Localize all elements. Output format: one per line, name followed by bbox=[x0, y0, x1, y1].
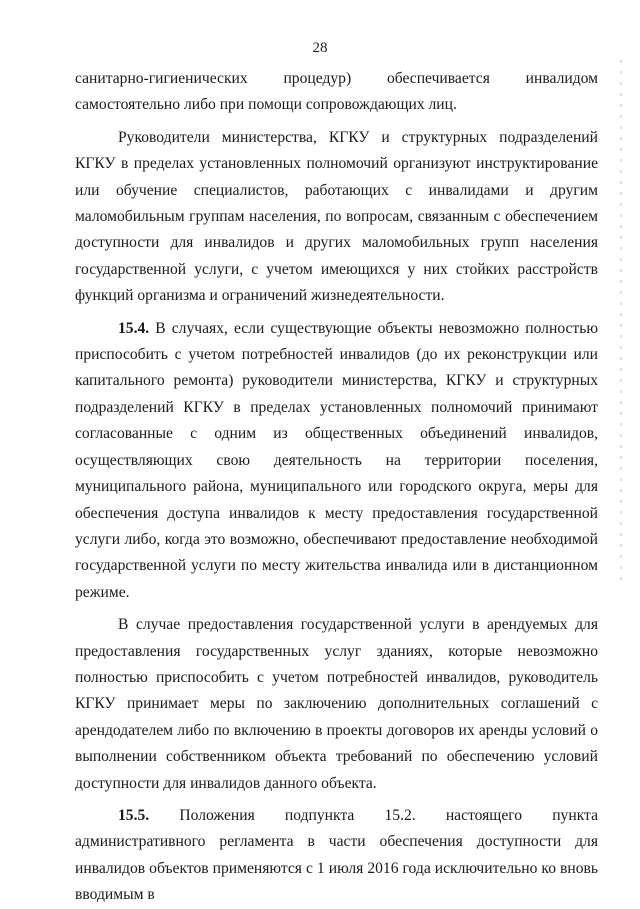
clause-number: 15.5. bbox=[118, 806, 150, 824]
paragraph-text: Положения подпункта 15.2. настоящего пункта административного регламента в части обеспечения доступности для инвалидов объектов применяются с 1 июля 2016 года исключительно ко вновь вводимым в bbox=[75, 806, 598, 904]
document-body bbox=[75, 66, 598, 909]
paragraph-text: Руководители министерства, КГКУ и структурных подразделений КГКУ в пределах установленных полномочий организуют инструктирование или обучение специалистов, работающих с инвалидами и другим маломобильным группам населения, по вопросам, связанным с обеспечением доступности для инвалидов и других маломобильных групп населения государственной услуги, с учетом имеющихся у них стойких расстройств функций организма и ограничений жизнедеятельности. bbox=[75, 128, 598, 305]
paragraph-text: В случае предоставления государственной услуги в арендуемых для предоставления государственных услуг зданиях, которые невозможно полностью приспособить с учетом потребностей инвалидов, руководитель КГКУ принимает меры по заключению дополнительных соглашений с арендодателем либо по включению в проекты договоров их аренды условий о выполнении собственником объекта требований по обеспечению условий доступности для инвалидов данного объекта. bbox=[75, 616, 598, 792]
paragraph-leased-buildings bbox=[75, 612, 598, 797]
paragraph-text: В случаях, если существующие объекты невозможно полностью приспособить с учетом потребностей инвалидов (до их реконструкции или капитального ремонта) руководители министерства, КГКУ и структурных подразделений КГКУ в пределах установленных полномочий принимают согласованные с одним из общественных объединений инвалидов, осуществляющих свою деятельность на территории поселения, муниципального района, муниципального или городского округа, меры для обеспечения доступа инвалидов к месту предоставления государственной услуги либо, когда это возможно, обеспечивают предоставление необходимой государственной услуги по месту жительства инвалида или в дистанционном режиме. bbox=[75, 319, 598, 601]
scan-edge-artifact bbox=[620, 60, 622, 580]
paragraph-staff-training bbox=[75, 125, 598, 310]
paragraph-text: санитарно-гигиенических процедур) обеспечивается инвалидом самостоятельно либо при помощи сопровождающих лиц. bbox=[75, 70, 598, 114]
page-number: 28 bbox=[312, 40, 328, 56]
paragraph-15-5 bbox=[75, 803, 598, 909]
clause-number: 15.4. bbox=[118, 319, 150, 337]
paragraph-15-4 bbox=[75, 316, 598, 606]
paragraph-continuation bbox=[75, 66, 598, 119]
